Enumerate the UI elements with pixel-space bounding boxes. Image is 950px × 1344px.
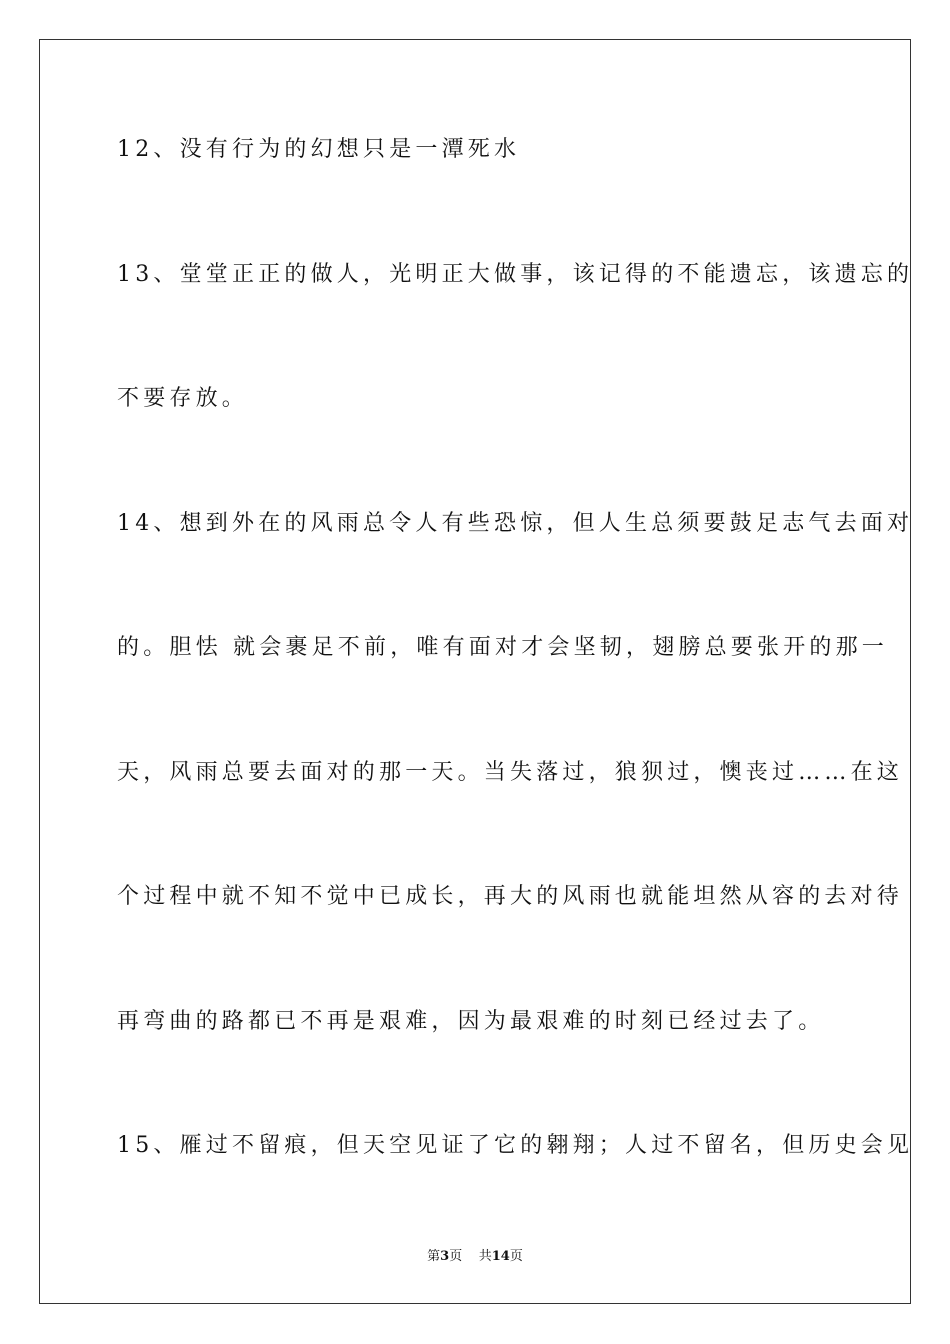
page-border <box>39 39 914 1304</box>
page-mid-text: 页 共 <box>449 1249 492 1264</box>
text-line: 12、没有行为的幻想只是一潭死水 <box>117 137 521 162</box>
current-page-number: 3 <box>440 1249 450 1264</box>
text-line: 天，风雨总要去面对的那一天。当失落过，狼狈过，懊丧过……在这 <box>117 760 904 785</box>
text-line: 不要存放。 <box>117 386 249 411</box>
text-line: 14、想到外在的风雨总令人有些恐惊，但人生总须要鼓足志气去面对 <box>117 511 914 536</box>
page-suffix: 页 <box>509 1249 523 1264</box>
text-line: 再弯曲的路都已不再是艰难，因为最艰难的时刻已经过去了。 <box>117 1009 825 1034</box>
text-line: 的。胆怯 就会裹足不前，唯有面对才会坚韧，翅膀总要张开的那一 <box>117 635 888 660</box>
page-prefix: 第 <box>427 1249 441 1264</box>
text-line: 15、雁过不留痕，但天空见证了它的翱翔；人过不留名，但历史会见 <box>117 1133 914 1158</box>
page-number-footer <box>0 1248 950 1266</box>
text-line: 13、堂堂正正的做人，光明正大做事，该记得的不能遗忘，该遗忘的 <box>117 262 914 287</box>
text-line: 个过程中就不知不觉中已成长，再大的风雨也就能坦然从容的去对待 <box>117 884 904 909</box>
total-pages-number: 14 <box>491 1249 510 1264</box>
